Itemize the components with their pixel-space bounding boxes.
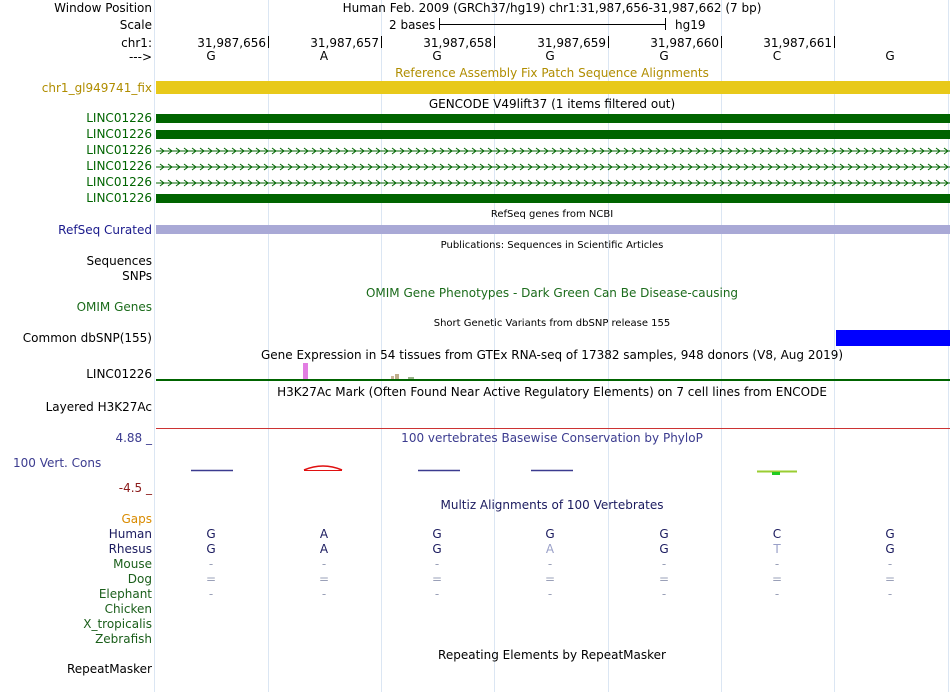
reference-base: G (432, 49, 442, 63)
scale-text: 2 bases (389, 18, 436, 32)
multiz-species-label[interactable]: Human (108, 527, 152, 541)
gencode-transcript-label[interactable]: LINC01226 (86, 111, 152, 125)
multiz-species-label[interactable]: Dog (127, 572, 152, 586)
dbsnp-title[interactable]: Short Genetic Variants from dbSNP release 155 (433, 318, 671, 329)
multiz-species-label[interactable]: Elephant (98, 587, 152, 601)
multiz-base: - (661, 587, 667, 601)
gencode-transcript-label[interactable]: LINC01226 (86, 159, 152, 173)
multiz-base: G (659, 542, 669, 556)
gencode-intron[interactable] (156, 162, 950, 172)
fix-patch-label[interactable]: chr1_gl949741_fix (41, 81, 152, 95)
multiz-base: = (544, 572, 556, 586)
multiz-base: G (432, 542, 442, 556)
multiz-species-label[interactable]: Mouse (113, 557, 152, 571)
dbsnp-variant-bar[interactable] (836, 330, 950, 346)
conservation-label[interactable]: 100 Vert. Cons (13, 456, 102, 470)
multiz-base: - (887, 557, 893, 571)
position-label: 31,987,657 (310, 36, 379, 50)
multiz-base: A (319, 527, 329, 541)
dbsnp-label[interactable]: Common dbSNP(155) (22, 331, 152, 345)
multiz-species-label[interactable]: X_tropicalis (83, 617, 152, 631)
grid-line (154, 0, 155, 692)
gencode-transcript-label[interactable]: LINC01226 (86, 143, 152, 157)
position-tick (834, 36, 835, 48)
position-tick (721, 36, 722, 48)
publications-title[interactable]: Publications: Sequences in Scientific Articles (440, 240, 664, 251)
position-tick (494, 36, 495, 48)
multiz-base: - (774, 557, 780, 571)
grid-line (721, 0, 722, 692)
multiz-base: A (545, 542, 555, 556)
scale-bar-left-tick (439, 18, 440, 30)
position-tick (608, 36, 609, 48)
multiz-base: - (434, 587, 440, 601)
multiz-base: = (205, 572, 217, 586)
multiz-title[interactable]: Multiz Alignments of 100 Vertebrates (440, 498, 664, 512)
repeatmasker-title[interactable]: Repeating Elements by RepeatMasker (438, 648, 666, 662)
multiz-base: G (206, 542, 216, 556)
reference-base: G (206, 49, 216, 63)
scale-bar-right-tick (665, 18, 666, 30)
fix-patch-bar[interactable] (156, 81, 950, 94)
gencode-intron[interactable] (156, 146, 950, 156)
gencode-transcript-label[interactable]: LINC01226 (86, 127, 152, 141)
multiz-species-label[interactable]: Chicken (104, 602, 152, 616)
multiz-base: G (885, 527, 895, 541)
position-label: 31,987,661 (763, 36, 832, 50)
fix-patch-title[interactable]: Reference Assembly Fix Patch Sequence Alignments (395, 66, 709, 80)
grid-line (268, 0, 269, 692)
multiz-gaps-label[interactable]: Gaps (121, 512, 152, 526)
multiz-base: C (772, 527, 782, 541)
conservation-title[interactable]: 100 vertebrates Basewise Conservation by PhyloP (401, 431, 703, 445)
multiz-base: - (774, 587, 780, 601)
gencode-transcript-label[interactable]: LINC01226 (86, 191, 152, 205)
h3k27ac-label[interactable]: Layered H3K27Ac (45, 400, 152, 414)
h3k27ac-title[interactable]: H3K27Ac Mark (Often Found Near Active Regulatory Elements) on 7 cell lines from ENCODE (277, 385, 827, 399)
multiz-species-label[interactable]: Zebrafish (95, 632, 152, 646)
conservation-dip (772, 472, 780, 475)
position-label: 31,987,656 (197, 36, 266, 50)
refseq-bar[interactable] (156, 225, 950, 234)
multiz-base: = (884, 572, 896, 586)
window-position-label: Window Position (54, 1, 152, 15)
multiz-base: - (547, 587, 553, 601)
multiz-base: A (319, 542, 329, 556)
reference-base: C (772, 49, 782, 63)
grid-line (381, 0, 382, 692)
conservation-max-label: 4.88 _ (115, 431, 152, 445)
reference-base: G (659, 49, 669, 63)
gencode-title[interactable]: GENCODE V49lift37 (1 items filtered out) (428, 97, 676, 111)
multiz-base: - (208, 557, 214, 571)
reference-base: G (545, 49, 555, 63)
position-label: 31,987,659 (537, 36, 606, 50)
reference-base: G (885, 49, 895, 63)
multiz-base: - (547, 557, 553, 571)
gencode-exon-bar[interactable] (156, 114, 950, 123)
multiz-base: - (887, 587, 893, 601)
conservation-plot[interactable] (156, 460, 950, 480)
gencode-exon-bar[interactable] (156, 130, 950, 139)
multiz-base: T (773, 542, 781, 556)
multiz-base: = (771, 572, 783, 586)
gtex-title[interactable]: Gene Expression in 54 tissues from GTEx RNA-seq of 17382 samples, 948 donors (V8, Aug 2019) (260, 348, 844, 362)
multiz-base: = (431, 572, 443, 586)
multiz-base: G (885, 542, 895, 556)
scale-bar (439, 24, 666, 25)
refseq-title[interactable]: RefSeq genes from NCBI (490, 209, 614, 220)
multiz-base: = (658, 572, 670, 586)
refseq-label[interactable]: RefSeq Curated (58, 223, 152, 237)
scale-assembly: hg19 (675, 18, 706, 32)
position-label: 31,987,658 (423, 36, 492, 50)
publications-sequences-label[interactable]: Sequences (86, 254, 152, 268)
position-tick (381, 36, 382, 48)
gencode-transcript-label[interactable]: LINC01226 (86, 175, 152, 189)
strand-label: ---> (128, 50, 152, 64)
gencode-intron[interactable] (156, 178, 950, 188)
multiz-base: G (432, 527, 442, 541)
grid-line (948, 0, 949, 692)
multiz-base: - (208, 587, 214, 601)
multiz-base: G (545, 527, 555, 541)
conservation-min-label: -4.5 _ (118, 481, 152, 495)
grid-line (834, 0, 835, 692)
multiz-base: - (321, 557, 327, 571)
h3k27ac-signal-line[interactable] (156, 428, 950, 429)
gencode-exon-bar[interactable] (156, 194, 950, 203)
position-tick (268, 36, 269, 48)
multiz-base: - (321, 587, 327, 601)
reference-base: A (319, 49, 329, 63)
gtex-expression-bar-tissue[interactable] (303, 363, 308, 379)
omim-label[interactable]: OMIM Genes (76, 300, 152, 314)
gtex-gene-line[interactable] (156, 379, 950, 381)
multiz-base: - (434, 557, 440, 571)
gtex-label[interactable]: LINC01226 (86, 367, 152, 381)
window-position-value[interactable]: Human Feb. 2009 (GRCh37/hg19) chr1:31,987,656-31,987,662 (7 bp) (342, 1, 762, 15)
repeatmasker-label[interactable]: RepeatMasker (66, 662, 152, 676)
omim-title[interactable]: OMIM Gene Phenotypes - Dark Green Can Be Disease-causing (365, 286, 739, 300)
multiz-base: G (659, 527, 669, 541)
multiz-base: - (661, 557, 667, 571)
chrom-label: chr1: (121, 36, 152, 50)
multiz-species-label[interactable]: Rhesus (108, 542, 152, 556)
scale-label: Scale (119, 18, 152, 32)
multiz-base: G (206, 527, 216, 541)
position-label: 31,987,660 (650, 36, 719, 50)
multiz-base: = (318, 572, 330, 586)
conservation-peak (304, 466, 342, 470)
publications-snps-label[interactable]: SNPs (122, 269, 152, 283)
